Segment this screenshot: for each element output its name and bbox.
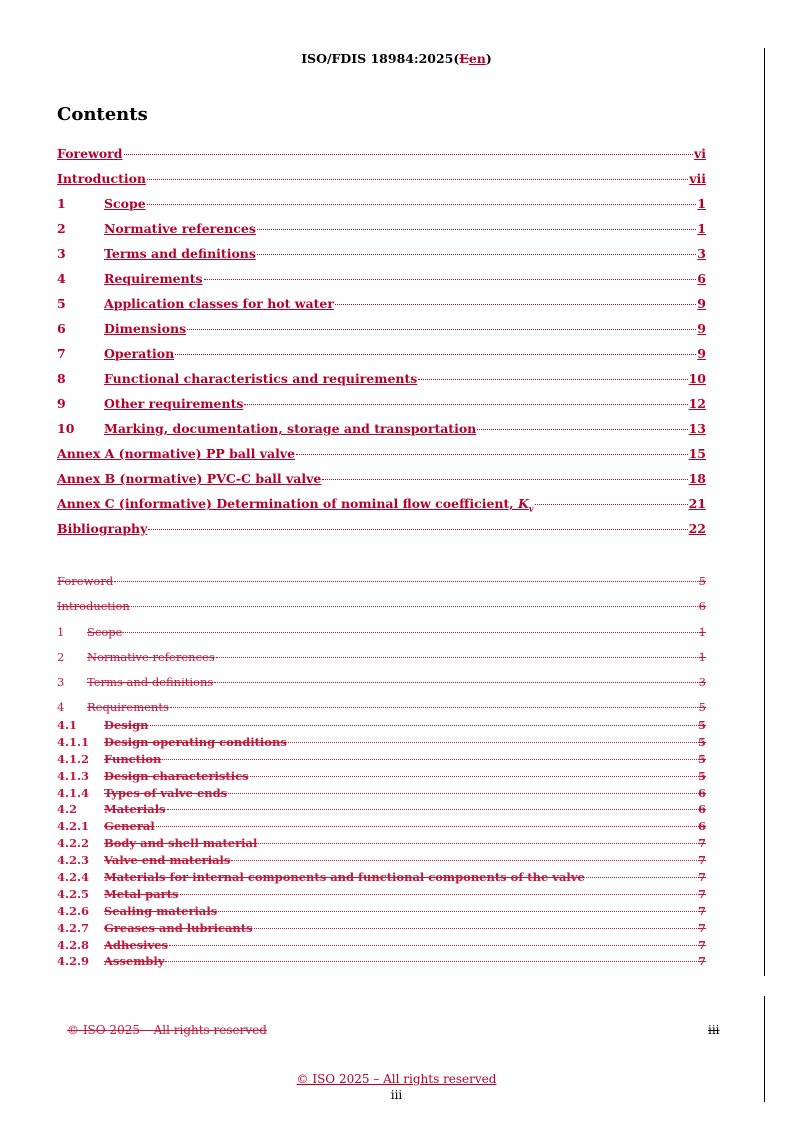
toc-entry-text: Metal parts	[104, 886, 179, 901]
toc-entry-text: Terms and definitions	[104, 246, 256, 261]
toc-entry-title	[57, 786, 227, 800]
toc-entry[interactable]	[57, 471, 706, 496]
toc-entry[interactable]	[57, 246, 706, 271]
toc-entry	[57, 938, 706, 955]
toc-deleted-top	[57, 574, 706, 726]
toc-entry-number: 3	[57, 675, 65, 690]
toc-entry-text: Requirements	[87, 700, 169, 715]
page-number: iii	[390, 1088, 403, 1102]
deleted-copyright: © ISO 2025 – All rights reserved	[67, 1023, 267, 1037]
change-bar-bottom	[764, 996, 765, 1102]
toc-entry-text: Body and shell material	[104, 836, 258, 851]
toc-entry-page: 7	[697, 903, 706, 918]
toc-entry-number: 9	[57, 396, 66, 411]
dot-leader	[204, 279, 697, 280]
copyright-notice: © ISO 2025 – All rights reserved	[296, 1072, 497, 1086]
toc-entry-number: 1	[57, 624, 65, 639]
toc-entry-text: Adhesives	[104, 937, 168, 952]
toc-entry[interactable]	[57, 146, 706, 171]
toc-entry-title	[57, 146, 123, 161]
toc-entry-title	[57, 421, 476, 436]
dot-leader	[258, 843, 697, 844]
toc-entry-number: 6	[57, 321, 66, 336]
toc-entry-number: 4.1.4	[57, 785, 90, 800]
toc-entry-page: 22	[688, 521, 706, 536]
toc-entry-page: 6	[697, 802, 706, 817]
dot-leader	[586, 877, 697, 878]
toc-entry-title	[57, 870, 585, 884]
toc-entry-page: 3	[698, 675, 706, 690]
toc-entry-number: 2	[57, 221, 66, 236]
flow-coefficient-symbol: $K_v$	[517, 496, 534, 514]
toc-entry-text: Valve end materials	[104, 853, 231, 868]
toc-entry-number: 4.2.5	[57, 886, 90, 901]
toc-deleted-subsections	[57, 718, 706, 971]
toc-entry-page: 9	[697, 321, 706, 336]
toc-entry-text: Foreword	[57, 146, 123, 161]
dot-leader	[257, 254, 696, 255]
document-header: ISO/FDIS 18984:2025(Een)	[301, 51, 492, 66]
toc-entry	[57, 675, 706, 700]
toc-entry-page: 9	[697, 296, 706, 311]
toc-entry-page: 7	[697, 954, 706, 969]
toc-entry-page: 7	[697, 836, 706, 851]
toc-entry-number: 4.2.8	[57, 937, 90, 952]
dot-leader	[156, 826, 697, 827]
toc-entry-text: Design operating conditions	[104, 734, 287, 749]
dot-leader	[244, 404, 687, 405]
toc-entry-number: 4.2.2	[57, 836, 90, 851]
toc-entry-title	[57, 471, 321, 486]
toc-entry[interactable]	[57, 296, 706, 321]
toc-entry-page: 15	[688, 446, 706, 461]
toc-entry-page: 5	[697, 718, 706, 732]
toc-entry-page: vii	[689, 171, 706, 186]
dot-leader	[114, 581, 697, 582]
toc-current	[57, 146, 706, 546]
toc-entry[interactable]	[57, 271, 706, 296]
dot-leader	[162, 759, 697, 760]
toc-entry-text: Sealing materials	[104, 903, 218, 918]
toc-entry	[57, 853, 706, 870]
toc-entry-text: Scope	[104, 196, 146, 211]
toc-entry[interactable]	[57, 171, 706, 196]
toc-entry-text: Annex C (informative) Determination of nominal flow coefficient,	[57, 496, 518, 511]
dot-leader	[231, 860, 697, 861]
toc-entry-title	[57, 718, 149, 732]
toc-entry-title	[57, 346, 174, 361]
toc-entry	[57, 599, 706, 624]
toc-entry-text: Annex B (normative) PVC-C ball valve	[57, 471, 322, 486]
dot-leader	[296, 454, 687, 455]
toc-entry-title	[57, 887, 179, 901]
toc-entry-text: Foreword	[57, 574, 114, 588]
toc-entry-title	[57, 836, 257, 850]
toc-entry-page: 6	[697, 271, 706, 286]
toc-entry-text: Design	[104, 718, 149, 732]
toc-entry-title	[57, 321, 186, 336]
dot-leader	[165, 961, 697, 962]
dot-leader	[167, 809, 697, 810]
toc-entry-number: 7	[57, 346, 66, 361]
toc-entry	[57, 650, 706, 675]
toc-entry-number: 4.2.3	[57, 853, 90, 868]
toc-entry-page: 3	[697, 246, 706, 261]
dot-leader	[123, 632, 697, 633]
toc-entry[interactable]	[57, 421, 706, 446]
toc-entry-number: 2	[57, 649, 65, 664]
toc-entry-number: 4.2.6	[57, 903, 90, 918]
dot-leader	[322, 479, 687, 480]
toc-entry-page: 13	[688, 421, 706, 436]
toc-entry	[57, 921, 706, 938]
toc-entry-title	[57, 371, 417, 386]
toc-entry-title	[57, 650, 215, 664]
toc-entry-number: 4	[57, 271, 66, 286]
toc-entry	[57, 769, 706, 786]
dot-leader	[418, 379, 687, 380]
toc-entry[interactable]	[57, 196, 706, 221]
contents-title: Contents	[57, 104, 148, 125]
toc-entry-page: 6	[697, 785, 706, 800]
toc-entry-title	[57, 938, 168, 952]
toc-entry	[57, 904, 706, 921]
toc-entry-page: 7	[697, 937, 706, 952]
toc-entry-number: 1	[57, 196, 66, 211]
toc-entry-title	[57, 496, 534, 514]
toc-entry-title	[57, 675, 213, 689]
toc-entry-title	[57, 904, 217, 918]
dot-leader	[216, 657, 698, 658]
dot-leader	[214, 682, 697, 683]
dot-leader	[218, 911, 697, 912]
toc-entry-title	[57, 271, 203, 286]
toc-entry	[57, 836, 706, 853]
toc-entry-page: 5	[697, 751, 706, 766]
toc-entry-page: 5	[697, 734, 706, 749]
toc-entry[interactable]	[57, 371, 706, 396]
toc-entry-number: 8	[57, 371, 66, 386]
dot-leader	[170, 707, 698, 708]
toc-entry-title	[57, 921, 253, 935]
toc-entry-text: Requirements	[104, 271, 203, 286]
toc-entry-text: Operation	[104, 346, 175, 361]
toc-entry-page: 12	[688, 396, 706, 411]
toc-entry-title	[57, 954, 164, 968]
toc-entry-title	[57, 853, 230, 867]
toc-entry-number: 4.1	[57, 718, 78, 732]
toc-entry-title	[57, 521, 147, 536]
deleted-page-number: iii	[708, 1023, 720, 1037]
dot-leader	[147, 179, 688, 180]
toc-entry-page: 6	[697, 819, 706, 834]
toc-entry-title	[57, 196, 146, 211]
toc-entry-title	[57, 246, 256, 261]
toc-entry-text: Functional characteristics and requirements	[104, 371, 418, 386]
toc-entry-number: 4.1.2	[57, 751, 90, 766]
toc-entry-text: Dimensions	[104, 321, 187, 336]
toc-entry-page: 7	[697, 886, 706, 901]
toc-entry[interactable]	[57, 346, 706, 371]
toc-entry	[57, 819, 706, 836]
toc-entry-text: Marking, documentation, storage and transportation	[104, 421, 477, 436]
toc-entry-text: General	[104, 819, 155, 834]
toc-entry-text: Other requirements	[104, 396, 244, 411]
toc-entry-text: Assembly	[104, 954, 165, 969]
toc-entry-title	[57, 446, 295, 461]
toc-entry-number: 4.2.1	[57, 819, 90, 834]
dot-leader	[250, 776, 697, 777]
toc-entry-number: 4.2.9	[57, 954, 90, 969]
toc-entry-page: 5	[697, 768, 706, 783]
toc-entry-page: 1	[697, 221, 706, 236]
dot-leader	[257, 229, 696, 230]
toc-entry[interactable]	[57, 321, 706, 346]
dot-leader	[131, 606, 698, 607]
toc-entry[interactable]	[57, 521, 706, 546]
toc-entry-text: Design characteristics	[104, 768, 249, 783]
change-bar-top	[764, 48, 765, 976]
dot-leader	[148, 529, 687, 530]
toc-entry-page: 7	[697, 920, 706, 935]
toc-entry-title	[57, 396, 243, 411]
toc-entry-number: 4.1.3	[57, 768, 90, 783]
toc-entry-page: 6	[698, 599, 706, 614]
toc-entry	[57, 735, 706, 752]
toc-entry-page: 5	[698, 574, 706, 588]
toc-entry-text: Introduction	[57, 599, 130, 614]
dot-leader	[175, 354, 696, 355]
toc-entry-page: 5	[698, 700, 706, 715]
toc-entry-page: 7	[697, 870, 706, 885]
dot-leader	[254, 928, 697, 929]
toc-entry-title	[57, 769, 249, 783]
toc-entry	[57, 752, 706, 769]
toc-entry-number: 4.2	[57, 802, 78, 817]
toc-entry-page: 1	[697, 196, 706, 211]
toc-entry-text: Normative references	[87, 649, 215, 664]
toc-entry-title	[57, 752, 161, 766]
toc-entry-page: 21	[688, 496, 706, 511]
toc-entry-text: Materials	[104, 802, 166, 817]
toc-entry-number: 5	[57, 296, 66, 311]
toc-entry-text: Application classes for hot water	[104, 296, 334, 311]
toc-entry-page: 1	[698, 649, 706, 664]
toc-entry-page: 7	[697, 853, 706, 868]
dot-leader	[180, 894, 697, 895]
toc-entry	[57, 870, 706, 887]
toc-entry-number: 4.2.4	[57, 870, 90, 885]
toc-entry	[57, 954, 706, 971]
toc-entry-number: 4.2.7	[57, 920, 90, 935]
dot-leader	[535, 504, 688, 505]
dot-leader	[150, 725, 697, 726]
toc-entry-title	[57, 802, 166, 816]
dot-leader	[124, 154, 693, 155]
toc-entry-number: 4	[57, 700, 65, 715]
dot-leader	[169, 945, 697, 946]
toc-entry-number: 3	[57, 246, 66, 261]
toc-entry-text: Introduction	[57, 171, 147, 186]
toc-entry-title	[57, 819, 155, 833]
toc-entry-title	[57, 296, 334, 311]
toc-entry-text: Materials for internal components and functional components of the valve	[104, 870, 585, 885]
toc-entry-number: 4.1.1	[57, 734, 90, 749]
dot-leader	[187, 329, 696, 330]
toc-entry-text: Annex A (normative) PP ball valve	[57, 446, 296, 461]
toc-entry-title	[57, 574, 113, 588]
toc-entry	[57, 718, 706, 735]
toc-entry[interactable]	[57, 446, 706, 471]
dot-leader	[477, 429, 687, 430]
toc-entry-title	[57, 599, 130, 613]
toc-entry	[57, 574, 706, 599]
toc-entry-text: Scope	[87, 624, 123, 639]
toc-entry	[57, 887, 706, 904]
toc-entry-title	[57, 735, 287, 749]
toc-entry	[57, 786, 706, 803]
dot-leader	[228, 793, 697, 794]
toc-entry[interactable]	[57, 396, 706, 421]
toc-entry-title	[57, 221, 256, 236]
dot-leader	[335, 304, 696, 305]
toc-entry[interactable]	[57, 221, 706, 246]
toc-entry-page: 1	[698, 624, 706, 639]
toc-entry	[57, 625, 706, 650]
toc-entry-text: Types of valve ends	[104, 785, 228, 800]
toc-entry-text: Terms and definitions	[87, 675, 214, 690]
toc-entry[interactable]	[57, 496, 706, 521]
toc-entry-text: Greases and lubricants	[104, 920, 253, 935]
toc-entry	[57, 802, 706, 819]
dot-leader	[147, 204, 697, 205]
toc-entry-page: 10	[688, 371, 706, 386]
toc-entry-number: 10	[57, 421, 75, 436]
toc-entry-page: 9	[697, 346, 706, 361]
toc-entry-page: 18	[688, 471, 706, 486]
dot-leader	[288, 742, 697, 743]
toc-entry-title	[57, 171, 146, 186]
toc-entry-text: Function	[104, 751, 162, 766]
toc-entry-text: Bibliography	[57, 521, 148, 536]
toc-entry-title	[57, 625, 122, 639]
toc-entry-page: vi	[693, 146, 706, 161]
toc-entry-text: Normative references	[104, 221, 256, 236]
toc-entry-title	[57, 700, 169, 714]
